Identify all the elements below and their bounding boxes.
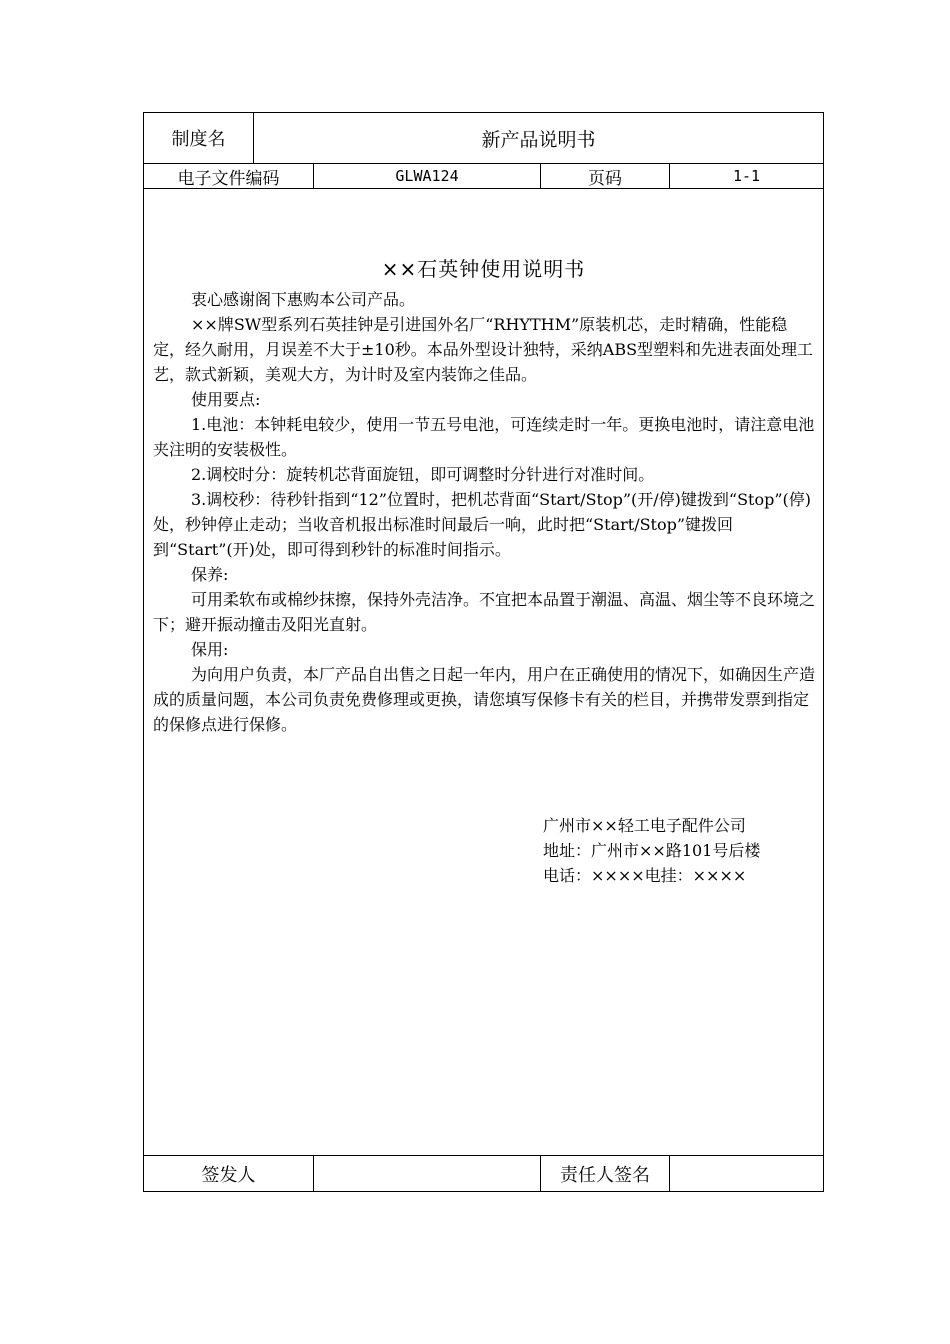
paragraph: 1.电池：本钟耗电较少，使用一节五号电池，可连续走时一年。更换电池时，请注意电池夹注明的安装极性。 xyxy=(153,415,815,459)
header-row-system-name xyxy=(144,113,823,164)
document-frame xyxy=(143,112,824,1192)
paragraph: 为向用户负责，本厂产品自出售之日起一年内，用户在正确使用的情况下，如确因生产造成的质量问题，本公司负责免费修理或更换，请您填写保修卡有关的栏目，并携带发票到指定的保修点进行保修。 xyxy=(153,665,816,734)
paragraph: 保用: xyxy=(191,640,229,659)
document-content xyxy=(144,189,823,1155)
paragraph: ××牌SW型系列石英挂钟是引进国外名厂“RHYTHM”原装机芯，走时精确，性能稳定，经久耐用，月误差不大于±10秒。本品外型设计独特，采纳ABS型塑料和先进表面处理工艺，款式新颖，美观大方，为计时及室内装饰之佳品。 xyxy=(153,315,814,384)
issuer-label: 签发人 xyxy=(144,1156,314,1191)
footer-row-signatures xyxy=(144,1155,823,1191)
header-row-file-info xyxy=(144,164,823,189)
company-name: 广州市××轻工电子配件公司 xyxy=(543,816,746,835)
document-body xyxy=(153,287,817,737)
company-address: 地址：广州市××路101号后楼 xyxy=(543,841,761,860)
paragraph: 使用要点: xyxy=(191,390,261,409)
paragraph: 2.调校时分：旋转机芯背面旋钮，即可调整时分针进行对准时间。 xyxy=(191,465,655,484)
file-code-value: GLWA124 xyxy=(314,164,541,188)
file-code-label: 电子文件编码 xyxy=(144,164,314,188)
page-label: 页码 xyxy=(541,164,670,188)
document-title: ××石英钟使用说明书 xyxy=(381,257,586,281)
company-phone: 电话：××××电挂：×××× xyxy=(543,866,747,885)
responsible-label: 责任人签名 xyxy=(541,1156,670,1191)
paragraph: 可用柔软布或棉纱抹擦，保持外壳洁净。不宜把本品置于潮温、高温、烟尘等不良环境之下；避开振动撞击及阳光直射。 xyxy=(153,590,816,634)
paragraph: 保养: xyxy=(191,565,229,584)
system-name-value: 新产品说明书 xyxy=(481,128,596,151)
paragraph: 衷心感谢阁下惠购本公司产品。 xyxy=(191,290,416,309)
company-signature-block xyxy=(543,813,813,888)
page-value: 1-1 xyxy=(732,167,761,185)
paragraph: 3.调校秒：待秒针指到“12”位置时，把机芯背面“Start/Stop”(开/停)键拨到“Stop”(停)处，秒钟停止走动；当收音机报出标准时间最后一响，此时把“Start/Stop”键拨回到“Start”(开)处，即可得到秒针的标准时间指示。 xyxy=(153,490,811,559)
responsible-signature-field[interactable] xyxy=(670,1156,823,1191)
system-name-label: 制度名 xyxy=(144,113,254,163)
issuer-signature-field[interactable] xyxy=(314,1156,541,1191)
